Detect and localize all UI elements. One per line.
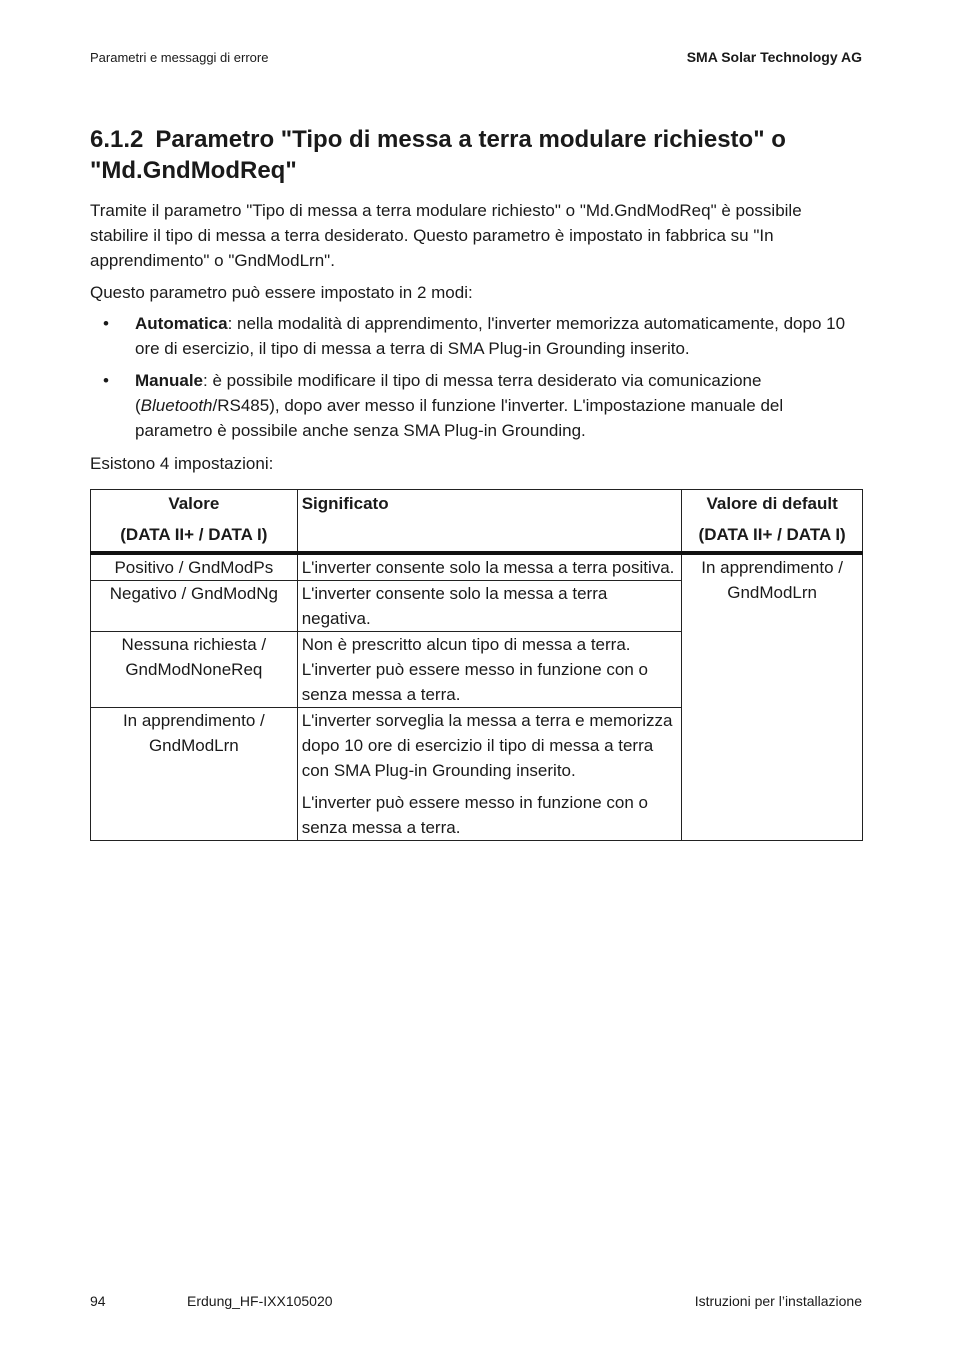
default-cell [682,553,863,841]
default-value-line1: In apprendimento / [701,558,844,577]
meaning-cell [297,581,682,632]
bullet-icon: • [103,371,109,390]
header-value-line1: Valore [168,494,220,513]
document-code: Erdung_HF-IXX105020 [187,1293,333,1309]
table-row [91,553,863,581]
value-text-line2: GndModLrn [148,736,239,755]
modes-intro-paragraph: Questo parametro può essere impostato in 2 modi: [90,283,473,302]
meaning-cell [297,708,682,841]
value-cell [91,632,298,708]
header-value [91,490,298,554]
header-meaning-label: Significato [301,494,389,513]
header-meaning [297,490,682,554]
meaning-text: L'inverter consente solo la messa a terra positiva. [301,558,675,577]
header-default [682,490,863,554]
page-number: 94 [90,1293,106,1309]
header-section-title: Parametri e messaggi di errore [90,50,269,65]
settings-table [90,489,863,841]
section-title: Parametro "Tipo di messa a terra modulare richiesto" o "Md.GndModReq" [90,126,786,184]
mode-term: Manuale [135,371,204,390]
header-value-line2: (DATA II+ / DATA I) [120,525,268,544]
settings-intro-paragraph: Esistono 4 impostazioni: [90,454,274,473]
list-item-manual [90,368,862,443]
value-cell [91,708,298,841]
header-company-name: SMA Solar Technology AG [686,49,862,65]
mode-term: Automatica [135,314,228,333]
modes-list [90,311,862,450]
header-default-line1: Valore di default [706,494,838,513]
bullet-icon: • [103,314,109,333]
meaning-text: L'inverter consente solo la messa a terra negativa. [301,584,608,628]
bluetooth-term: Bluetooth [140,396,213,415]
header-default-line2: (DATA II+ / DATA I) [698,525,846,544]
value-text-line2: GndModNoneReq [125,660,263,679]
meaning-text-extra: L'inverter può essere messo in funzione con o senza messa a terra. [301,793,648,837]
default-value-line2: GndModLrn [727,583,818,602]
mode-description-start: : è possibile modificare il tipo di messa terra desiderato via comunicazione ( [135,371,762,415]
value-text-line1: In apprendimento / [122,711,265,730]
meaning-text: Non è prescritto alcun tipo di messa a terra. L'inverter può essere messo in funzione con o senza messa a terra. [301,635,648,704]
value-text-line1: Nessuna richiesta / [121,635,267,654]
meaning-cell [297,632,682,708]
mode-description: : nella modalità di apprendimento, l'inverter memorizza automaticamente, dopo 10 ore di esercizio, il tipo di messa a terra di SMA Plug-in Grounding inserito. [135,314,846,358]
value-text: Positivo / GndModPs [114,558,274,577]
meaning-cell [297,553,682,581]
list-item-automatic [90,311,862,361]
document-type: Istruzioni per l’installazione [694,1293,862,1309]
value-cell [91,581,298,632]
section-heading [90,124,870,186]
section-number: 6.1.2 [90,126,144,153]
mode-description-end: /RS485), dopo aver messo il funzione l'inverter. L'impostazione manuale del parametro è possibile anche senza SMA Plug-in Grounding. [135,396,784,440]
value-cell [91,553,298,581]
meaning-text: L'inverter sorveglia la messa a terra e memorizza dopo 10 ore di esercizio il tipo di messa a terra con SMA Plug-in Grounding inserito. [301,711,673,780]
intro-paragraph: Tramite il parametro "Tipo di messa a terra modulare richiesto" o "Md.GndModReq" è possibile stabilire il tipo di messa a terra desiderato. Questo parametro è impostato in fabbrica su "In apprendimento" o "GndModLrn". [90,201,802,270]
table-header-row [91,490,863,554]
value-text: Negativo / GndModNg [109,584,278,603]
